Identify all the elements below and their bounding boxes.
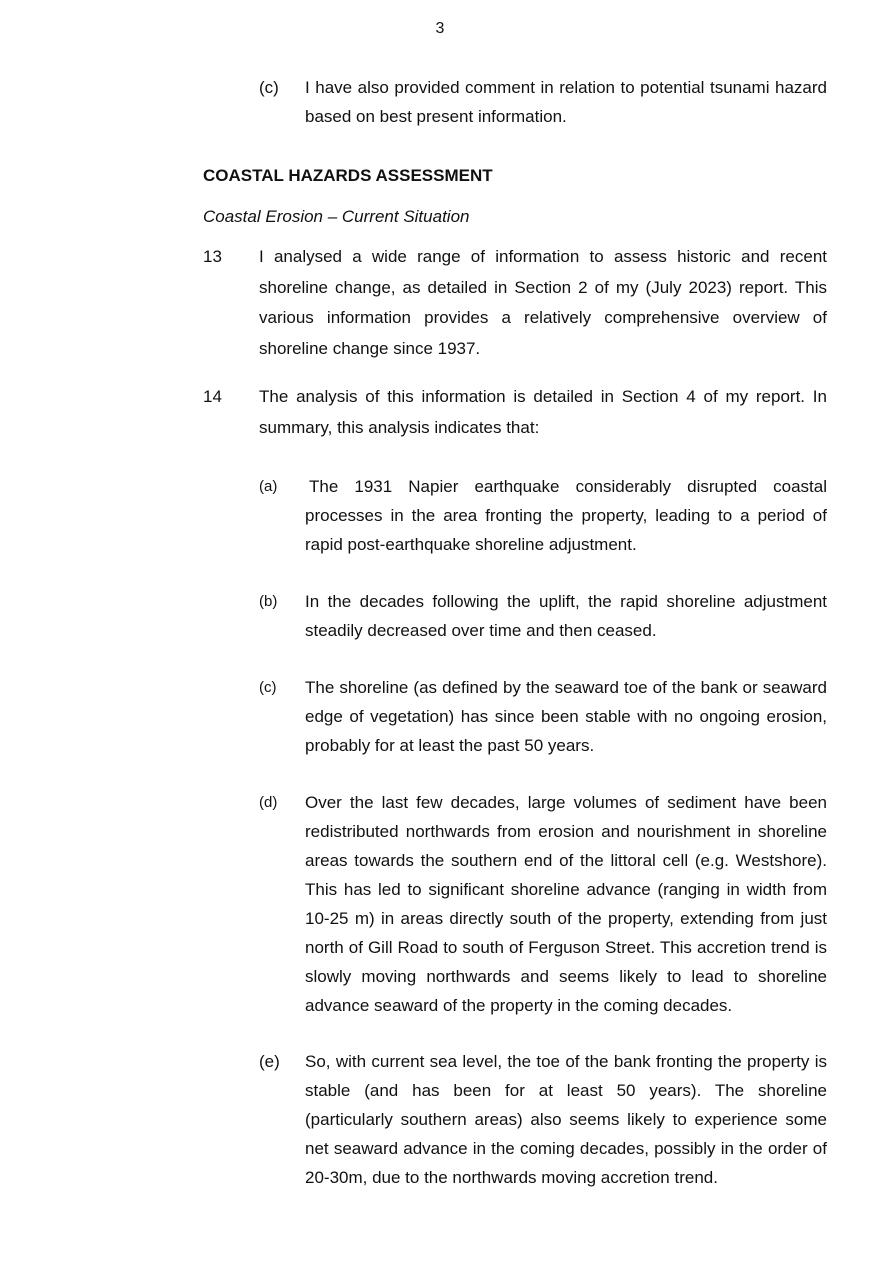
finding-text: The 1931 Napier earthquake considerably disrupted coastal processes in the area fronting the property, leading to a period of rapid post-earthquake shoreline adjustment. [305, 477, 827, 554]
finding-text: The shoreline (as defined by the seaward toe of the bank or seaward edge of vegetation) has since been stable with no ongoing erosion, probably for at least the past 50 years. [305, 678, 827, 755]
numbered-paragraph [203, 242, 827, 364]
paragraph-number: 13 [203, 247, 222, 266]
finding-item [259, 673, 827, 760]
finding-label: (e) [259, 1052, 280, 1071]
list-item-text: I have also provided comment in relation to potential tsunami hazard based on best present information. [305, 78, 827, 126]
paragraph-number: 14 [203, 387, 222, 406]
intro-list-item [259, 73, 827, 131]
paragraph-text: The analysis of this information is detailed in Section 4 of my report. In summary, this analysis indicates that: [259, 387, 827, 437]
subsection-heading: Coastal Erosion – Current Situation [203, 207, 470, 226]
finding-text: So, with current sea level, the toe of the bank fronting the property is stable (and has been for at least 50 years). The shoreline (particularly southern areas) also seems likely to experience some net seaward advance in the coming decades, possibly in the order of 20-30m, due to the northwards moving accretion trend. [305, 1052, 827, 1187]
finding-item [259, 587, 827, 645]
finding-text: In the decades following the uplift, the rapid shoreline adjustment steadily decreased over time and then ceased. [305, 592, 827, 640]
list-item-label: (c) [259, 78, 279, 97]
numbered-paragraph [203, 382, 827, 443]
section-heading: COASTAL HAZARDS ASSESSMENT [203, 166, 493, 185]
finding-item [259, 788, 827, 1020]
finding-label: (b) [259, 593, 278, 610]
page-number: 3 [435, 20, 445, 37]
finding-label: (d) [259, 794, 278, 811]
finding-item [259, 472, 827, 559]
finding-text: Over the last few decades, large volumes of sediment have been redistributed northwards from erosion and nourishment in shoreline areas towards the southern end of the littoral cell (e.g. Westshore). This has led to significant shoreline advance (ranging in width from 10-25 m) in areas directly south of the property, extending from just north of Gill Road to south of Ferguson Street. This accretion trend is slowly moving northwards and seems likely to lead to shoreline advance seaward of the property in the coming decades. [305, 793, 827, 1015]
finding-label: (a) [259, 478, 278, 495]
finding-label: (c) [259, 679, 277, 696]
finding-item [259, 1047, 827, 1192]
paragraph-text: I analysed a wide range of information to assess historic and recent shoreline change, as detailed in Section 2 of my (July 2023) report. This various information provides a relatively comprehensive overview of shoreline change since 1937. [259, 247, 827, 358]
